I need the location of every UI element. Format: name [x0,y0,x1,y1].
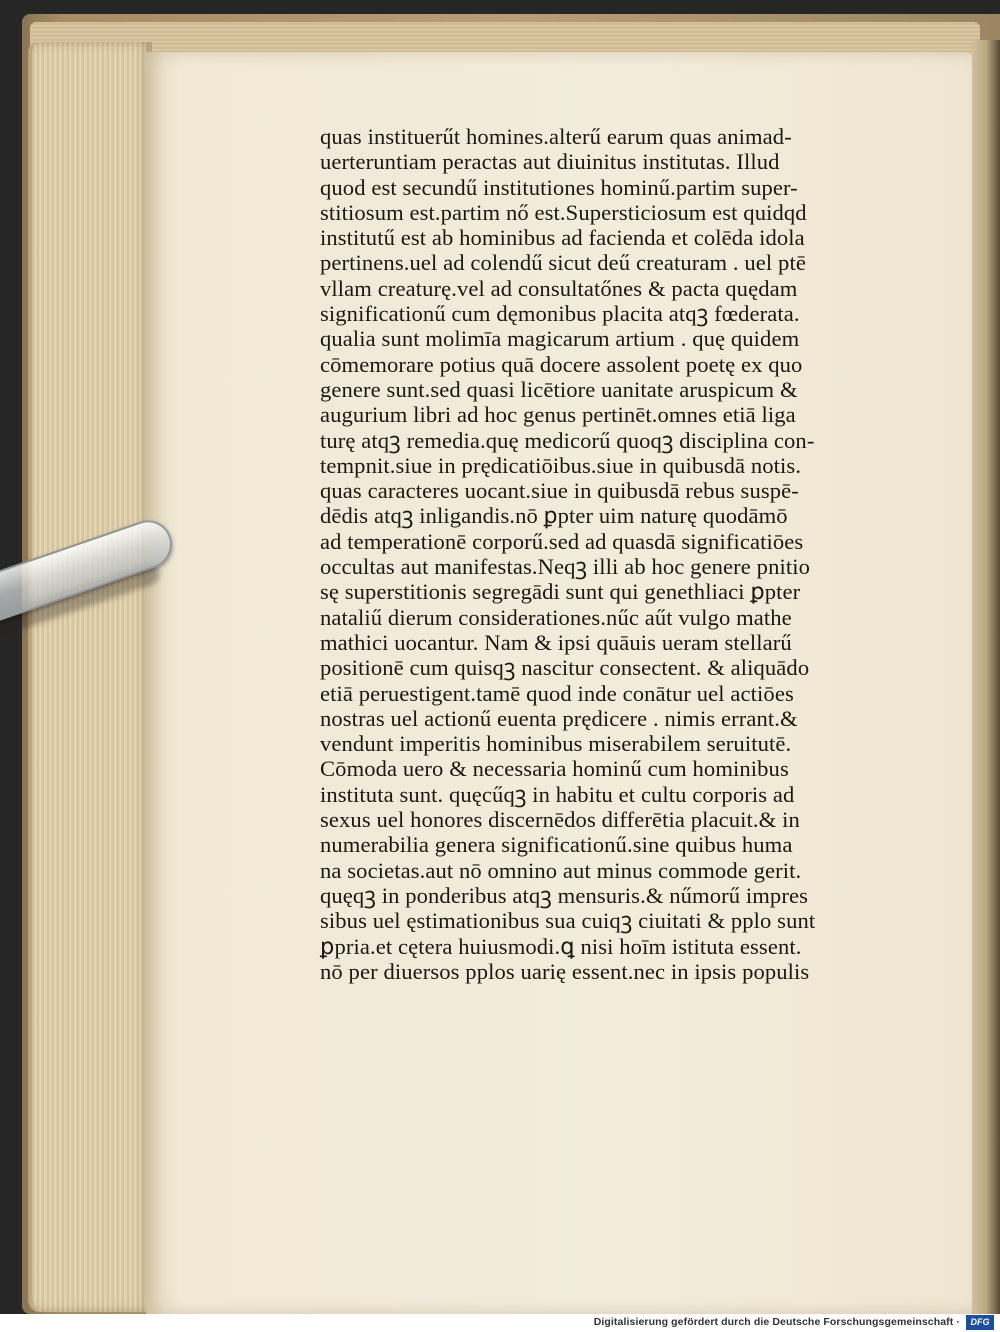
text-line: ꝑpria.et cętera huiusmodi.ꝗ nisi hoīm istituta essent. [320,933,802,959]
text-line: Cōmoda uero & necessaria hominű cum hominibus [320,756,789,782]
text-line: tempnit.siue in prędicatiōibus.siue in quibusdā notis. [320,452,802,478]
text-line: sibus uel ęstimationibus sua cuiqꝫ ciuitati & pplo sunt [320,908,816,934]
text-line: positionē cum quisqꝫ nascitur consectent. & aliquādo [320,655,810,681]
text-line: vllam creaturę.vel ad consultatőnes & pacta quędam [320,275,798,301]
dfg-logo-icon: DFG [966,1315,994,1330]
text-line: genere sunt.sed quasi licētiore uanitate aruspicum & [320,376,798,402]
text-line: cōmemorare potius quā docere assolent poetę ex quo [320,351,803,377]
text-line: numerabilia genera significationű.sine quibus huma [320,832,793,858]
text-line: mathici uocantur. Nam & ipsi quāuis ueram stellarű [320,629,792,655]
text-line: sę superstitionis segregādi sunt qui genethliaci ꝑpter [320,579,801,605]
text-line: quas caracteres uocant.siue in quibusdā rebus suspē- [320,478,799,504]
text-line: quęqꝫ in ponderibus atqꝫ mensuris.& nűmorű impres [320,882,808,908]
text-line: vendunt imperitis hominibus miserabilem seruitutē. [320,731,792,757]
text-line: institutű est ab hominibus ad facienda et colēda idola [320,225,805,251]
text-line: ad temperationē corporű.sed ad quasdā significatiōes [320,528,804,554]
text-line: quas instituerűt homines.alterű earum quas animad- [320,124,792,149]
text-line: quod est secundű institutiones hominű.partim super- [320,174,798,200]
text-line: dēdis atqꝫ inligandis.nō ꝑpter uim naturę quodāmō [320,503,788,529]
page-gutter [972,40,1000,1320]
left-page-stack [32,42,152,1312]
text-line: stitiosum est.partim nő est.Supersticiosum est quidqd [320,199,807,225]
text-line: etiā peruestigent.tamē quod inde conātur uel actiōes [320,680,794,706]
text-line: turę atqꝫ remedia.quę medicorű quoqꝫ disciplina con- [320,427,815,453]
text-line: instituta sunt. quęcűqꝫ in habitu et cultu corporis ad [320,781,795,807]
text-line: occultas aut manifestas.Neqꝫ illi ab hoc genere pnitio [320,554,811,580]
text-line: nataliű dierum considerationes.nűc aűt vulgo mathe [320,604,792,630]
text-line: nostras uel actionű euenta prędicere . nimis errant.& [320,705,798,731]
text-line: sexus uel honores discernēdos differētia placuit.& in [320,807,800,833]
footer-credit: Digitalisierung gefördert durch die Deutsche Forschungsgemeinschaft · [593,1316,960,1328]
text-line: significationű cum dęmonibus placita atqꝫ fœderata. [320,301,800,327]
text-line: nō per diuersos pplos uarię essent.nec in ipsis populis [320,958,810,984]
digitization-footer [0,1314,1000,1332]
text-line: na societas.aut nō omnino aut minus commode gerit. [320,857,802,883]
page-text-block [320,124,920,984]
text-line: augurium libri ad hoc genus pertinēt.omnes etiā liga [320,402,796,428]
text-line: uerteruntiam peractas aut diuinitus institutas. Illud [320,149,780,175]
text-line: pertinens.uel ad colendű sicut deű creaturam . uel ptē [320,250,806,276]
text-line: qualia sunt molimīa magicarum artium . quę quidem [320,326,800,352]
